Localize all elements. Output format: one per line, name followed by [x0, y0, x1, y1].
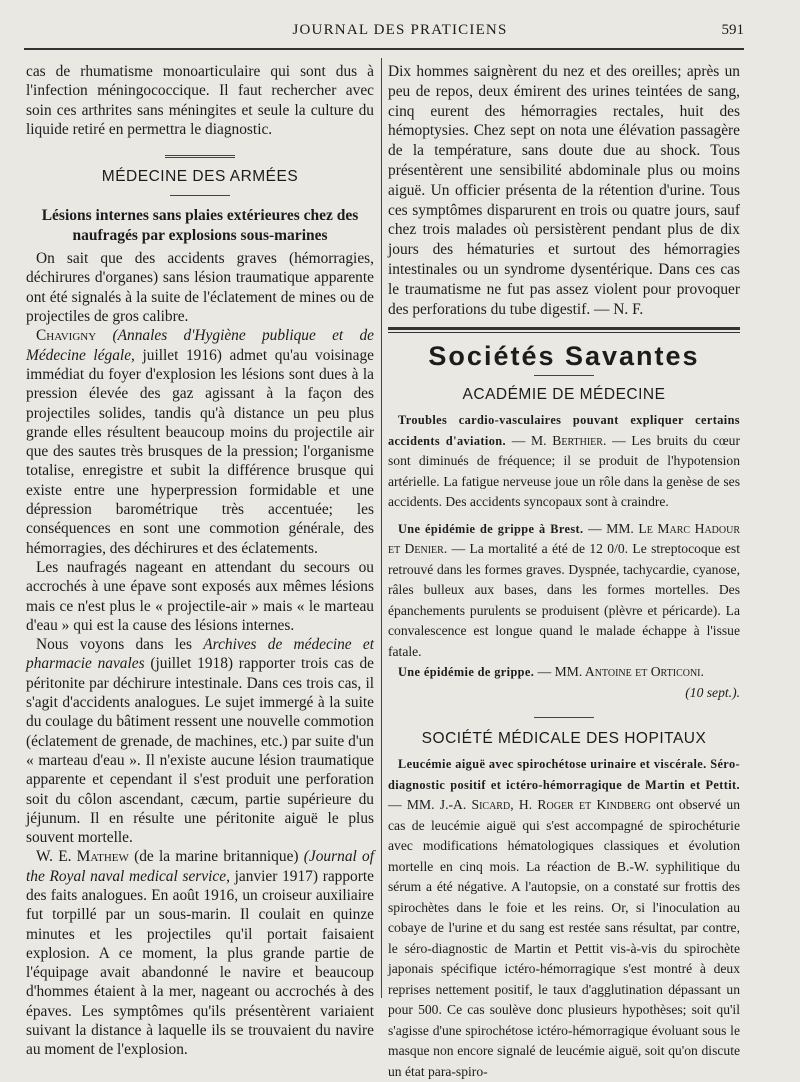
- report-title: Une épidémie de grippe.: [398, 665, 535, 680]
- citation: Archives de médecine et pharmacie navales: [26, 636, 374, 673]
- section-title-academie: ACADÉMIE DE MÉDECINE: [462, 386, 666, 404]
- society-report: Troubles cardio-vasculaires pouvant expliquer certains accidents d'aviation. — M. Berthier. — Les bruits du cœur sont diminués de fréquence; il se produit de l'hypotension artérielle. La fatigue nerveuse joue un rôle dans la genèse de ses accidents. Des accidents syncopaux sont à craindre.: [388, 413, 740, 510]
- page-header: [0, 0, 800, 56]
- article-paragraph: Les naufragés nageant en attendant du secours ou accrochés à une épave sont exposés aux mêmes lésions mais ce n'est plus le « projectile-air » mais « le marteau d'eau » qui est la cause des lésions internes.: [26, 558, 374, 634]
- society-report: [388, 662, 740, 683]
- left-column: [26, 62, 374, 1060]
- running-title: JOURNAL DES PRATICIENS: [292, 22, 508, 38]
- section-title-societe-medicale: SOCIÉTÉ MÉDICALE DES HOPITAUX: [421, 730, 707, 748]
- society-report: Leucémie aiguë avec spirochétose urinaire et viscérale. Séro-diagnostic positif et ictéro-hémorragique de Martin et Pettit. — MM. J.-A. Sicard, H. Roger et Kindberg ont observé un cas de leucémie aiguë qui s'est accompagné de spirochéturie avec modifications hématologiques classiques et évolution mortelle en cinq mois. La réaction de B.-W. syphilitique du sérum a été négative. A l'autopsie, on a constaté sur frottis des spirochètes dans le foie et les reins. Or, si l'inoculation au cobaye de l'urine et du sang est restée sans résultat, par contre, le séro-diagnostic de Martin et Pettit vis-à-vis du spirochète japonais spécifique ictéro-hémorragique s'est montré à deux reprises nettement positif, le taux d'agglutination dépassant un pour 500. Ce cas soulève donc plusieurs hypothèses; soit qu'il s'agisse d'une spirochétose ictéro-hémorragique évoluant sous le masque non encore signalé de leucémie aiguë, soit qu'on discute un état para-spiro-: [388, 757, 740, 1079]
- article-paragraph: W. E. Mathew (de la marine britannique) (Journal of the Royal naval medical service, janvier 1917) rapporte des faits analogues. En août 1916, un croiseur auxiliaire fut torpillé par un sous-marin. Il coulait en quinze minutes et les projectiles qu'il portait faisaient explosion. A ce moment, la plus grande partie de l'équipage avait abandonné le navire et beaucoup d'hommes étaient à la mer, nageant ou accrochés à des épaves. Les symptômes qu'ils présentèrent variaient suivant la distance à laquelle ils se trouvaient du navire au moment de l'explosion.: [26, 848, 374, 1059]
- page-number: 591: [721, 22, 744, 38]
- carry-over-paragraph: Dix hommes saignèrent du nez et des oreilles; après un peu de repos, deux émirent des urines teintées de sang, cinq eurent des hémorragies rectales, huit des hémoptysies. Chez sept on nota une élévation passagère de la température, sans doute due au shock. Tous présentèrent une sensibilité abdominale plus ou moins aiguë. Un officier présenta de la rétention d'urine. Tous ces symptômes disparurent en trois ou quatre jours, sauf chez trois malades où persistèrent pendant plus de dix jours des hématuries et surtout des hémorragies intestinales ou un syndrome dysentérique. Dans ces cas le traumatisme ne fut pas assez violent pour provoquer des perforations du tube digestif. — N. F.: [388, 63, 740, 318]
- report-title: Une épidémie de grippe à Brest.: [398, 521, 584, 536]
- citation: (Journal of the Royal naval medical service,: [26, 848, 374, 885]
- author-name: W. E. Mathew: [36, 848, 129, 866]
- banner-title: Sociétés Savantes: [428, 341, 700, 372]
- author-name: — MM. Antoine et Orticoni.: [534, 664, 704, 680]
- author-name: — MM. Le Marc Hadour et Denier.: [388, 520, 740, 557]
- report-date: (10 sept.).: [685, 684, 740, 700]
- header-rule: [24, 48, 744, 50]
- article-paragraph: Chavigny (Annales d'Hygiène publique et de Médecine légale, juillet 1916) admet qu'au voisinage immédiat du foyer d'explosion les lésions sont dues à la pression élevée des gaz agissant à la façon des projectiles solides, tandis qu'à distance un peu plus grande elles résultent beaucoup moins du projectile air que des sautes très brusques de la pression; l'organisme totalise, enregistre et subit la différence brusque qui existe entre une hyperpression formidable et une dépression barométrique très accentuée; les conséquences en sont une commotion générale, des hémorragies, des déchirures et des éclatements.: [26, 327, 374, 557]
- report-title: Troubles cardio-vasculaires pouvant expliquer certains accidents d'aviation.: [388, 413, 740, 448]
- author-name: Chavigny: [36, 327, 97, 345]
- article-title: Lésions internes sans plaies extérieures chez des naufragés par explosions sous-marines: [41, 207, 359, 244]
- column-divider: [381, 58, 382, 998]
- author-name: — MM. J.-A. Sicard, H. Roger et Kindberg: [388, 797, 651, 813]
- society-report: Une épidémie de grippe à Brest. — MM. Le Marc Hadour et Denier. — La mortalité a été de 12 0/0. Le streptocoque est retrouvé dans les formes graves. Dyspnée, tachycardie, cyanose, râles bulleux aux bases, dans les formes mortelles. Des épanchements purulents se produisent (plèvre et péricarde). La convalescence est longue quand le malade échappe à l'issue fatale.: [388, 520, 740, 659]
- right-column: [388, 62, 740, 1082]
- carry-over-paragraph: cas de rhumatisme monoarticulaire qui sont dus à l'infection méningococcique. Il faut rechercher avec soin ces arthrites sans méningites et seule la culture du liquide retiré en permettra le diagnostic.: [26, 63, 374, 138]
- report-title: Leucémie aiguë avec spirochétose urinaire et viscérale. Séro-diagnostic positif et ictéro-hémorragique de Martin et Pettit.: [388, 757, 740, 792]
- author-name: — M. Berthier.: [506, 432, 607, 448]
- citation: (Annales d'Hygiène publique et de Médecine légale,: [26, 327, 374, 364]
- article-paragraph: Nous voyons dans les Archives de médecine et pharmacie navales (juillet 1918) rapporter trois cas de péritonite par déchirure intestinale. Dans ces trois cas, il s'agit d'accidents analogues. Le sujet immergé à la suite du coulage du bâtiment ressent une nouvelle commotion (éclatement de grenade, de machines, etc.) par suite d'un « marteau d'eau ». Il n'existe aucune lésion traumatique apparente et cependant il s'est produit une perforation soit du côlon ascendant, cæcum, partie supérieure du jéjunum. Il en résulte une péritonite aiguë le plus souvent mortelle.: [26, 636, 374, 847]
- article-paragraph: On sait que des accidents graves (hémorragies, déchirures d'organes) sans lésion traumatique apparente ont été signalés à la suite de l'éclatement de mines ou de projectiles de gros calibre.: [26, 250, 374, 326]
- section-title-medecine-armees: MÉDECINE DES ARMÉES: [101, 168, 299, 186]
